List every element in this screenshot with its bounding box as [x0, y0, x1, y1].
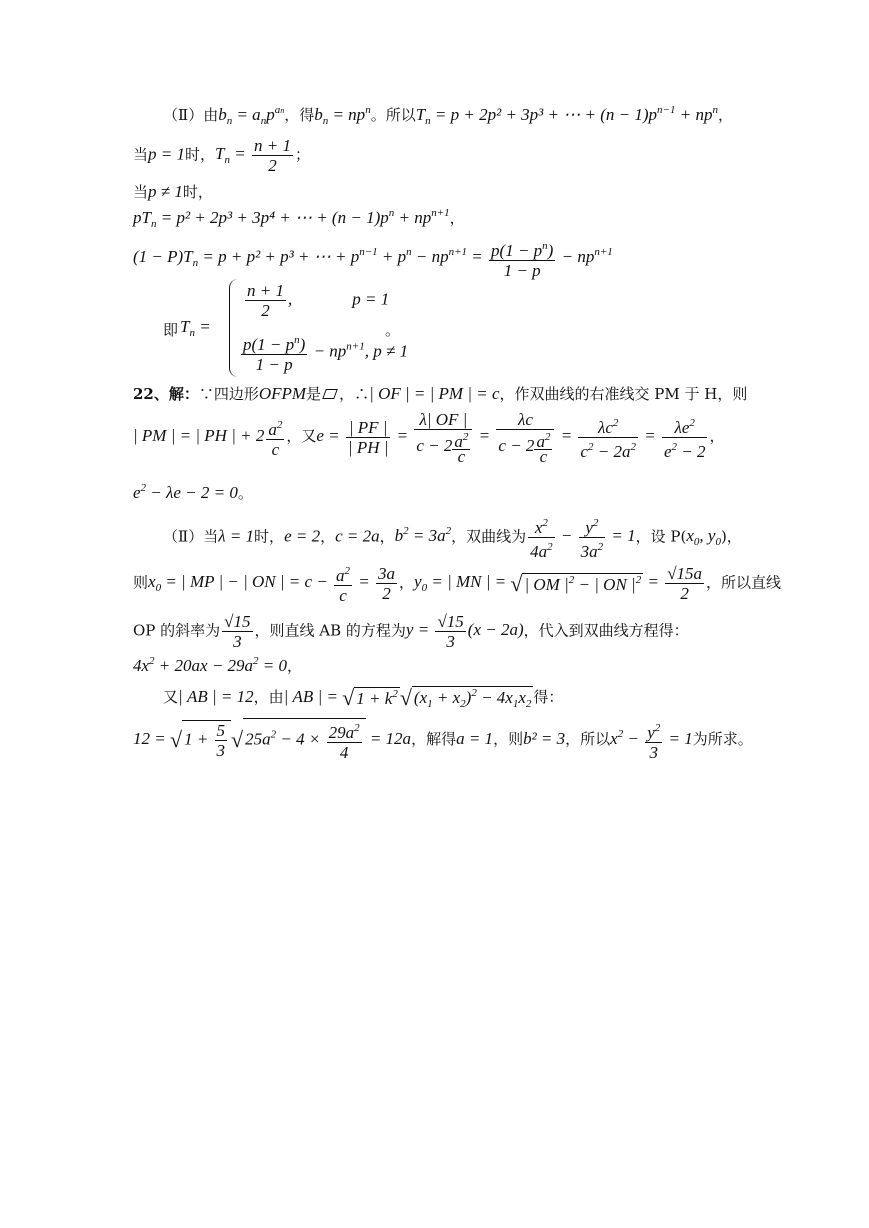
line-q22-chord: 又| AB | = 12，由| AB | = √ $1 + k^2√$ $(x_1 + x_2)^2 - 4x_1x_2$ 得： [163, 685, 564, 710]
text-end1: ， [717, 106, 733, 124]
math-pm-ph: | PM | = | PH | + 2 $\frac{a^2}{c}$ [133, 426, 286, 445]
math-x0: $x_0$ = | MP | − | ON | = c − $\frac{a^2}{c}$ = $\frac{3a}{2}$ [148, 564, 396, 605]
math-p-neq-1: p ≠ 1 [148, 182, 183, 201]
math-slope: $\frac{√15}{3}$ [224, 612, 251, 651]
line-q22-quadratic [133, 482, 869, 503]
line-p-equals-one [133, 136, 869, 175]
math-eccentricity: e = $\frac{| PF |}{| PH |}$ = λ| OF | c − 2 $\frac{a^2}{c}$ = λc c − 2 $\frac{a^2}{c}$ = $\frac{\lambda c^2}{c^2 - 2a^2}$ = $\frac{\lambda e^2}{e^2 - 2}$ [316, 410, 706, 466]
math-diff: $(1 - P)T_n = p + p^2 + p^3$ + ⋯ + $p^{n-1} + p^n - np^{n+1}$ = $\frac{p(1 - p^n)}{1 - p}$ − $np^{n+1}$ [133, 247, 613, 266]
math-final: $x^2$ − $\frac{y^2}{3}$ = 1 [610, 729, 693, 748]
math-a-1: a = 1 [456, 728, 494, 748]
text-when-2: 当 [133, 183, 149, 201]
line-p-not-one [133, 181, 869, 202]
line-q22-intro [133, 383, 869, 404]
line-piecewise [163, 283, 869, 373]
math-point-p: $x_0$, $y_0$ [686, 526, 721, 549]
text-period-2: 。 [237, 484, 253, 502]
text-when-end: 时， [182, 183, 213, 201]
math-bn-result: $b_n = np^n$ [314, 104, 371, 127]
parallelogram-icon [322, 389, 338, 399]
line-ptn [133, 207, 869, 230]
text-part2: （Ⅱ）当 [163, 527, 219, 546]
line-q22-coords: 则$x_0$ = | MP | − | ON | = c − $\frac{a^2}{c}$ = $\frac{3a}{2}$ ，$y_0$ = | MN | = √ | OM $|^2$ − | ON $|^2$ = $\frac{√15a}{2}$ ，所以直线 [133, 564, 782, 605]
math-ptn: $pT_n = p^2 + 2p^3 + 3p^4$ + ⋯ + $(n - 1)p^n + np^{n+1}$ [133, 207, 450, 230]
math-bn: $b_n = a_np^{an}$ [218, 104, 285, 127]
question-label: 22、解： [133, 385, 199, 403]
line-q22-substituted: $4x^2 + 20ax - 29a^2 = 0$， [133, 655, 303, 675]
text-comma-2: ， [709, 426, 725, 445]
text-quad: ∵四边形 [198, 385, 259, 403]
text-when: 当 [133, 145, 149, 164]
text-intro: （Ⅱ）由 [163, 106, 219, 124]
text-is: 是 [306, 385, 322, 403]
line-q22-slope: OP 的斜率为 $\frac{√15}{3}$ ，则直线 AB 的方程为y = $\frac{√15}{3}$ (x − 2a)，代入到双曲线方程得： [133, 612, 689, 651]
line-q22-pm [133, 410, 869, 464]
line-one-minus-p [133, 237, 869, 280]
line-q22-solution: 12 = √ 1 + $\frac{5}{3}$ √ $25a^2 - 4$ × $\frac{29a^2}{4}$ = 12a，解得a = 1，则b² = 3，所以$x^2$ − $\frac{y^2}{3}$ = 1为所求。 [133, 718, 869, 762]
math-y0: $y_0$ = | MN | = √ | OM $|^2$ − | ON $|^2$ = $\frac{√15a}{2}$ [414, 564, 703, 603]
math-b-3: b² = 3 [523, 728, 566, 748]
math-tn-case1: $T_n$ = $\frac{n + 1}{2}$ [215, 136, 291, 175]
piece-case-1: $\frac{n + 1}{2}$ , p = 1 [247, 281, 390, 320]
text-mid2: 。所以 [370, 106, 416, 124]
text-also: ，又 [286, 426, 317, 445]
line-bn-definition [163, 104, 869, 127]
math-ofpm: OFPM [258, 384, 307, 403]
line-q22-part2: （Ⅱ）当λ = 1时，e = 2，c = 2a，$b^2 = 3a^2$，双曲线为 $\frac{x^2}{4a^2}$ − $\frac{y^2}{3a^2}$ = 1，设 $P(x_0$, $y_0$)， [163, 514, 869, 561]
math-substituted: $4x^2 + 20ax - 29a^2 = 0$ [133, 655, 288, 675]
text-ji: 即 [163, 321, 179, 339]
text-when-mid: 时， [185, 145, 216, 164]
math-ab-12: | AB | = 12 [178, 686, 254, 706]
text-period: 。 [385, 321, 401, 339]
math-tn-sum: $T_n = p + 2p^2 + 3p^3$ + ⋯ + $(n - 1)p^{n-1} + np^n$ [415, 104, 718, 127]
math-e-2: e = 2 [284, 526, 321, 546]
text-semicolon: ； [294, 145, 310, 164]
math-tn-label: $T_n$ = [180, 317, 211, 339]
math-line-ab: y = $\frac{√15}{3}$ (x − 2a) [405, 612, 524, 651]
text-comma: ， [449, 209, 465, 227]
math-chord-formula: | AB | = √ $1 + k^2√$ $(x_1 + x_2)^2 - 4x_1x_2$ [283, 685, 532, 710]
math-lambda-1: λ = 1 [218, 526, 255, 546]
math-p-eq-1: p = 1 [148, 144, 185, 164]
math-of-pm: | OF | = | PM | = c [369, 384, 500, 403]
math-b2: $b^2 = 3a^2$ [394, 525, 452, 546]
text-directrix: ，作双曲线的右准线交 PM 于 H，则 [499, 385, 748, 403]
math-hyperbola: $\frac{x^2}{4a^2}$ − $\frac{y^2}{3a^2}$ = 1 [526, 526, 635, 545]
text-therefore: ，∴ [339, 385, 370, 403]
math-c-2a: c = 2a [335, 526, 380, 546]
math-twelve: 12 = √ 1 + $\frac{5}{3}$ √ $25a^2 - 4$ × $\frac{29a^2}{4}$ = 12a [133, 729, 411, 748]
piece-case-2: $\frac{p(1 - p^n)}{1 - p}$ − $np^{n+1}$, p ≠ 1 [239, 331, 408, 374]
text-mid1: ，得 [284, 106, 315, 124]
math-e-quadratic: $e^2 - \lambda e - 2 = 0$ [133, 482, 238, 502]
piecewise-brace [229, 279, 238, 377]
